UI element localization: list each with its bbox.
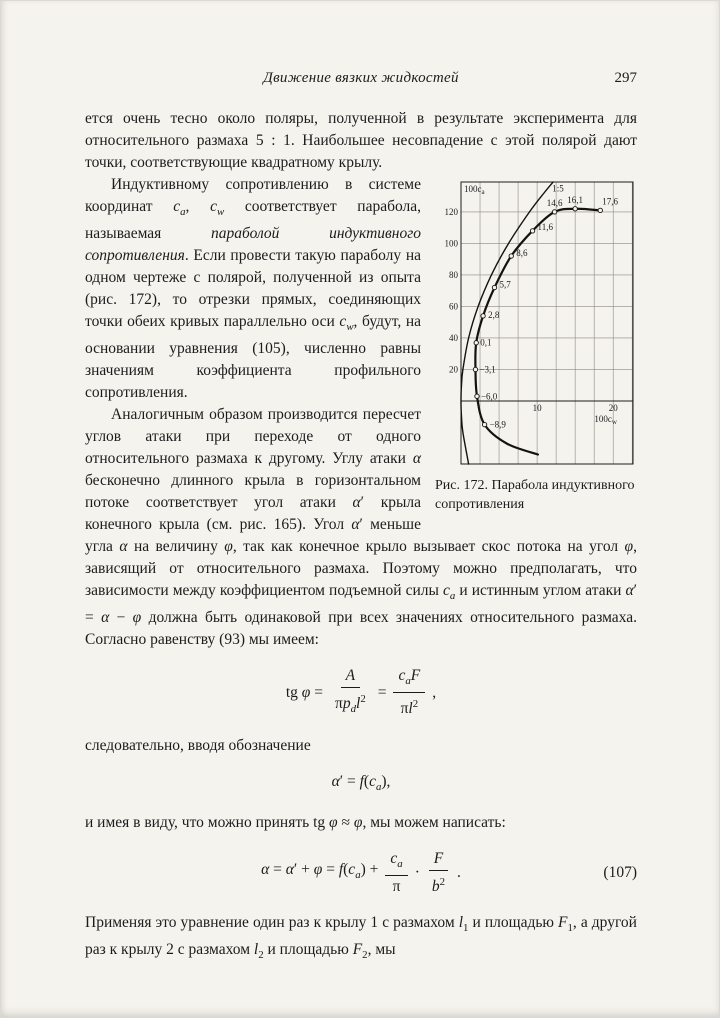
svg-text:0,1: 0,1 (480, 337, 492, 348)
formula-body: $\alpha' = f(c_a)$, (331, 772, 391, 793)
page-body (85, 108, 637, 966)
fraction-denominator: $b^2$ (431, 875, 446, 895)
svg-text:100cw: $100c_w$ (594, 413, 617, 426)
svg-text:8,6: 8,6 (516, 248, 528, 259)
svg-text:10: 10 (532, 402, 542, 413)
paragraph-tan-approx: и имея в виду, что можно принять tg φ ≈ φ, мы можем написать: (85, 813, 506, 831)
fraction (427, 849, 450, 897)
multiplication-dot: · (414, 863, 420, 881)
fraction-numerator: $c_aF$ (393, 666, 425, 693)
fraction-denominator: $\pi l^2$ (400, 698, 419, 718)
svg-text:−8,9: −8,9 (489, 419, 506, 430)
induced-drag-parabola-chart (435, 178, 637, 468)
page-header (85, 70, 637, 92)
formula-alpha-prime (85, 772, 637, 797)
svg-text:14,6: 14,6 (546, 197, 563, 208)
fraction (330, 666, 371, 719)
svg-text:40: 40 (449, 332, 458, 343)
fraction-numerator: F (429, 849, 448, 871)
svg-text:1:5: 1:5 (552, 183, 564, 194)
paragraph-applying-equation: Применяя это уравнение один раз к крылу 1 с размахом $l_1$ и площадью $F_1$, а другой раз к крылу 2 с размахом $l_2$ и площадью $F_2$, мы (85, 913, 637, 961)
running-title: Движение вязких жидкостей (263, 70, 459, 86)
fraction-numerator: A (341, 666, 360, 688)
fraction (385, 849, 407, 897)
svg-text:−6,0: −6,0 (480, 391, 498, 402)
svg-text:60: 60 (449, 301, 458, 312)
svg-text:16,1: 16,1 (567, 194, 584, 205)
fraction (393, 666, 425, 719)
formula-lhs: tg φ = (285, 683, 323, 701)
paragraph-induced-drag: Индуктивному сопротивлению в системе координат $c_a$, $c_w$ соответствует парабола, называемая параболой индуктивного сопротивления. Если провести такую параболу на одном чертеже с полярой, полученной из опыта (рис. 172), то отрезки прямых, соединяющих точки обеих кривых параллельно оси $c_w$, будут, на основании уравнения (105), численно равны значениям коэффициента профильного сопротивления. (85, 176, 422, 402)
figure-caption: Рис. 172. Парабола индуктивного сопротивления (435, 478, 635, 512)
fraction-denominator: $\pi p_dl^2$ (335, 693, 366, 716)
paragraph-angle-recalculation: Аналогичным образом производится пересчет углов атаки при переходе от одного относительного размаха к другому. Углу атаки α бесконечно длинного крыла в горизонтальном потоке соответствует угол атаки α′ крыла конечного крыла (см. рис. 165). Угол α′ меньше угла α на величину φ, так как конечное крыло вызывает скос потока на угол φ, зависящий от относительного размаха. Поэтому можно предполагать, что зависимости между коэффициентом подъемной силы $c_a$ и истинным углом атаки α′ = α − φ должна быть одинаковой при всех значениях относительного размаха. Согласно равенству (93) мы имеем: (85, 406, 637, 649)
paragraph-continuation: ется очень тесно около поляры, полученной в результате эксперимента для относительного размаха 5 : 1. Наибольшее несовпадение с этой полярой дают точки, соответствующие квадратному крылу. (85, 110, 637, 171)
paragraph-consequently: следовательно, вводя обозначение (85, 736, 311, 754)
fraction-denominator: π (392, 877, 401, 895)
page-number: 297 (614, 70, 637, 86)
svg-text:−3,1: −3,1 (479, 364, 496, 375)
svg-text:5,7: 5,7 (499, 279, 511, 290)
svg-text:20: 20 (449, 364, 458, 375)
svg-text:100ca: $100c_a$ (464, 184, 485, 196)
formula-tan-phi (85, 666, 637, 719)
svg-text:17,6: 17,6 (602, 196, 619, 207)
svg-text:2,8: 2,8 (488, 309, 500, 320)
svg-text:11,6: 11,6 (537, 221, 553, 232)
formula-lhs: $\alpha = \alpha' + \varphi = f(c_a)$ + (261, 861, 379, 882)
fraction-numerator: $c_a$ (385, 849, 407, 876)
formula-trail: . (457, 863, 461, 881)
svg-text:100: 100 (444, 238, 458, 249)
svg-text:20: 20 (608, 402, 618, 413)
svg-text:120: 120 (444, 206, 458, 217)
equation-number: (107) (603, 863, 637, 881)
formula-trail: , (432, 683, 437, 701)
figure-172 (435, 178, 637, 514)
formula-107 (85, 849, 637, 897)
svg-text:80: 80 (449, 269, 458, 280)
equals-sign: = (377, 683, 387, 701)
